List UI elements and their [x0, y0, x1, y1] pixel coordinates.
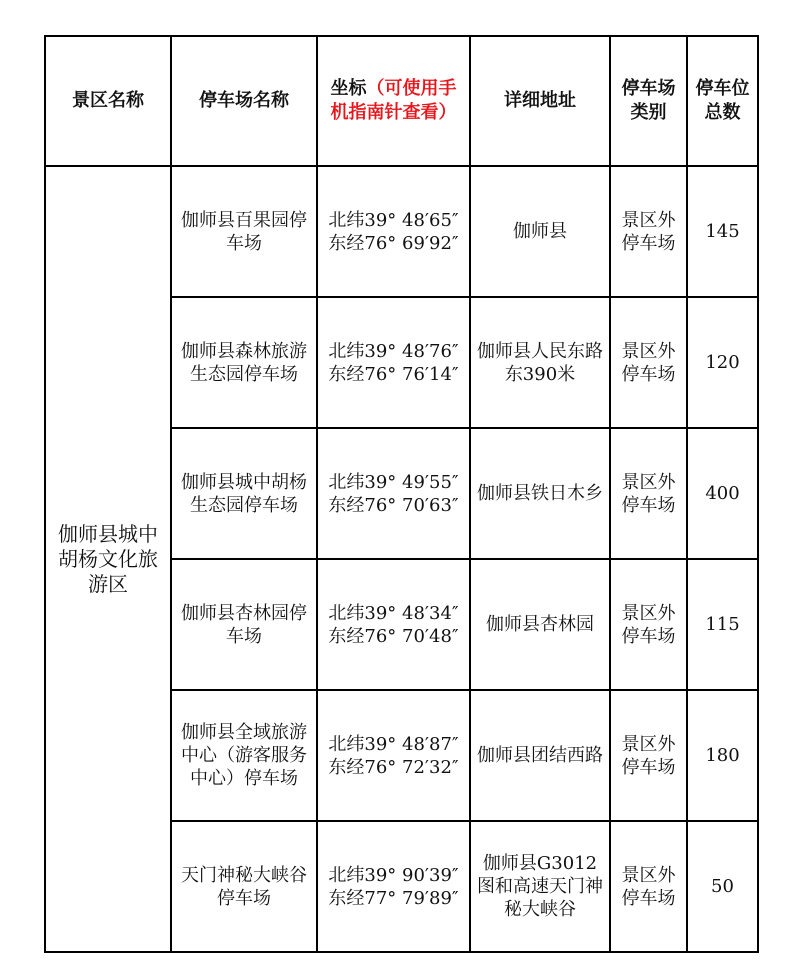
latitude: 北纬39° 48′65″ [328, 209, 459, 231]
coordinates-cell [317, 821, 470, 952]
longitude: 东经76° 69′92″ [328, 232, 459, 254]
coordinates-cell [317, 428, 470, 559]
parking-name-cell: 伽师县杏林园停车场 [171, 559, 317, 690]
longitude: 东经76° 70′48″ [328, 625, 459, 647]
address-cell: 伽师县杏林园 [470, 559, 610, 690]
address-cell: 伽师县铁日木乡 [470, 428, 610, 559]
parking-name-cell: 伽师县森林旅游生态园停车场 [171, 297, 317, 428]
parking-name-cell: 天门神秘大峡谷停车场 [171, 821, 317, 952]
scenic-area-cell: 伽师县城中胡杨文化旅游区 [45, 166, 171, 952]
header-scenic-area: 景区名称 [45, 36, 171, 166]
header-coord-suffix: 看） [420, 102, 457, 123]
category-cell: 景区外停车场 [610, 690, 687, 821]
spaces-cell: 50 [687, 821, 758, 952]
header-category: 停车场类别 [610, 36, 687, 166]
spaces-cell: 115 [687, 559, 758, 690]
coordinates-cell [317, 559, 470, 690]
address-cell: 伽师县 [470, 166, 610, 297]
spaces-cell: 400 [687, 428, 758, 559]
latitude: 北纬39° 48′34″ [328, 602, 459, 624]
category-cell: 景区外停车场 [610, 297, 687, 428]
coordinates-cell [317, 690, 470, 821]
parking-name-cell: 伽师县百果园停车场 [171, 166, 317, 297]
latitude: 北纬39° 48′87″ [328, 733, 459, 755]
coordinates-cell [317, 166, 470, 297]
table-row [45, 166, 758, 297]
category-cell: 景区外停车场 [610, 428, 687, 559]
header-row [45, 36, 758, 166]
latitude: 北纬39° 48′76″ [328, 340, 459, 362]
parking-name-cell: 伽师县城中胡杨生态园停车场 [171, 428, 317, 559]
spaces-cell: 145 [687, 166, 758, 297]
longitude: 东经76° 76′14″ [328, 363, 459, 385]
longitude: 东经76° 72′32″ [328, 756, 459, 778]
longitude: 东经76° 70′63″ [328, 494, 459, 516]
parking-name-cell: 伽师县全域旅游中心（游客服务中心）停车场 [171, 690, 317, 821]
longitude: 东经77° 79′89″ [328, 887, 459, 909]
coordinates-cell [317, 297, 470, 428]
spaces-cell: 180 [687, 690, 758, 821]
header-coord-note: （可使用手机指南针查 [330, 78, 457, 123]
latitude: 北纬39° 90′39″ [328, 864, 459, 886]
address-cell: 伽师县团结西路 [470, 690, 610, 821]
address-cell: 伽师县人民东路东390米 [470, 297, 610, 428]
header-coord-prefix: 坐标 [330, 78, 367, 99]
category-cell: 景区外停车场 [610, 166, 687, 297]
category-cell: 景区外停车场 [610, 559, 687, 690]
header-parking-name: 停车场名称 [171, 36, 317, 166]
latitude: 北纬39° 49′55″ [328, 471, 459, 493]
parking-table [44, 35, 759, 953]
category-cell: 景区外停车场 [610, 821, 687, 952]
header-address: 详细地址 [470, 36, 610, 166]
header-total-spaces: 停车位总数 [687, 36, 758, 166]
spaces-cell: 120 [687, 297, 758, 428]
header-coordinates [317, 36, 470, 166]
address-cell: 伽师县G3012图和高速天门神秘大峡谷 [470, 821, 610, 952]
